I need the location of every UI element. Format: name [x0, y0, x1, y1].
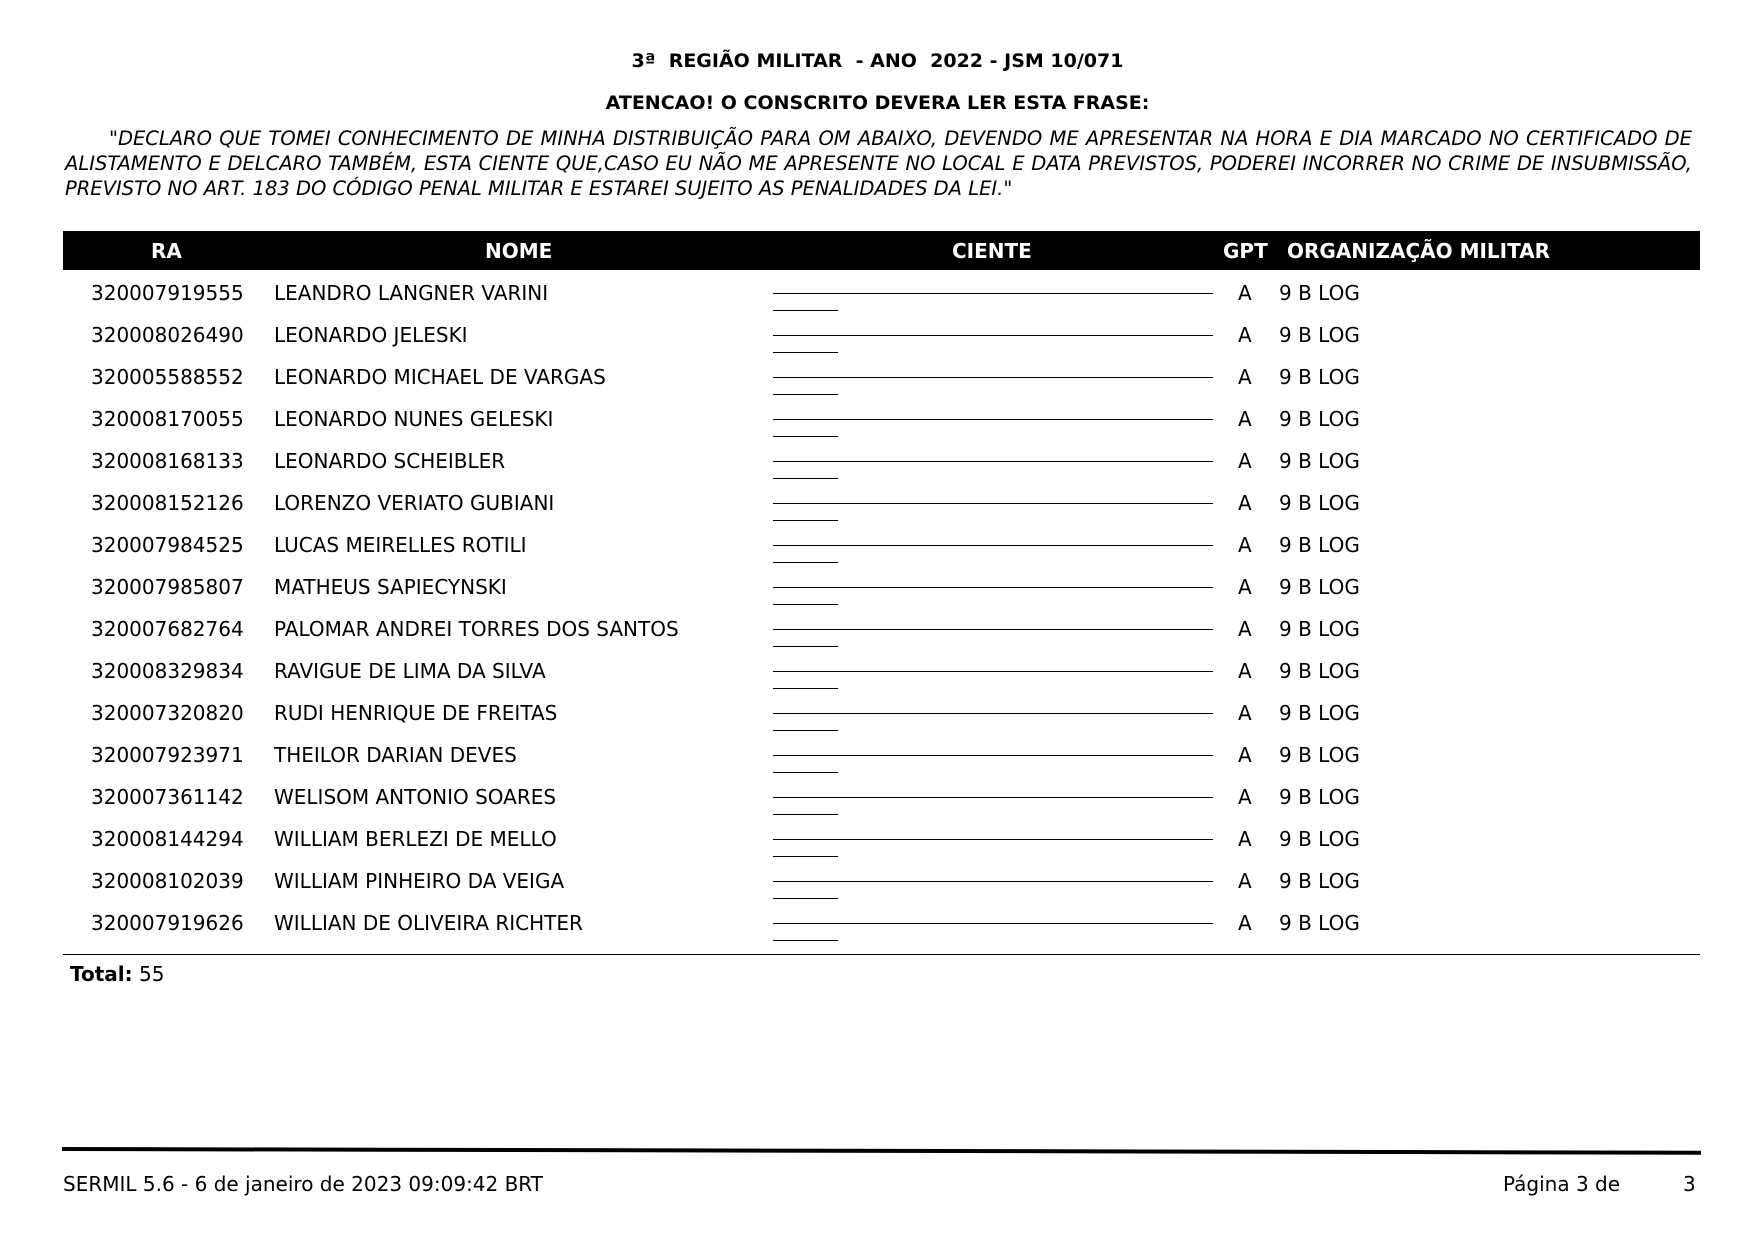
declaration-text: "DECLARO QUE TOMEI CONHECIMENTO DE MINHA DISTRIBUIÇÃO PARA OM ABAIXO, DEVENDO ME APRESENTAR NA HORA E DIA MARCADO NO CERTIFICADO DE ALISTAMENTO E DELCARO TAMBÉM, ESTA CIENTE QUE,CASO EU NÃO ME APRESENTE NO LOCAL E DATA PREVISTOS, PODEREI INCORRER NO CRIME DE INSUBMISSÃO, PREVISTO NO ART. 183 DO CÓDIGO PENAL MILITAR E ESTAREI SUJEITO AS PENALIDADES DA LEI." — [65, 127, 1692, 200]
total-divider — [63, 954, 1700, 955]
signature-line-continuation — [773, 562, 838, 563]
cell-gpt: A — [1238, 659, 1252, 683]
table-row — [63, 606, 1700, 648]
cell-ra: 320007361142 — [91, 785, 244, 809]
cell-nome: LORENZO VERIATO GUBIANI — [274, 491, 555, 515]
cell-gpt: A — [1238, 827, 1252, 851]
table-row — [63, 312, 1700, 354]
signature-line — [773, 461, 1213, 462]
page-total: 3 — [1683, 1172, 1696, 1196]
cell-organizacao-militar: 9 B LOG — [1279, 449, 1360, 473]
cell-organizacao-militar: 9 B LOG — [1279, 365, 1360, 389]
cell-organizacao-militar: 9 B LOG — [1279, 323, 1360, 347]
cell-ra: 320007320820 — [91, 701, 244, 725]
signature-line — [773, 881, 1213, 882]
cell-ra: 320008170055 — [91, 407, 244, 431]
column-header-organizacao-militar: ORGANIZAÇÃO MILITAR — [1287, 239, 1551, 263]
cell-organizacao-militar: 9 B LOG — [1279, 911, 1360, 935]
cell-ra: 320007923971 — [91, 743, 244, 767]
cell-nome: WILLIAM BERLEZI DE MELLO — [274, 827, 557, 851]
signature-line-continuation — [773, 478, 838, 479]
cell-ra: 320008329834 — [91, 659, 244, 683]
cell-gpt: A — [1238, 449, 1252, 473]
table-row — [63, 270, 1700, 312]
signature-line-continuation — [773, 940, 838, 941]
cell-gpt: A — [1238, 785, 1252, 809]
signature-line-continuation — [773, 688, 838, 689]
cell-ra: 320008102039 — [91, 869, 244, 893]
column-header-ciente: CIENTE — [952, 239, 1032, 263]
cell-gpt: A — [1238, 701, 1252, 725]
footer-pagination — [1503, 1172, 1696, 1196]
cell-organizacao-militar: 9 B LOG — [1279, 281, 1360, 305]
cell-gpt: A — [1238, 323, 1252, 347]
column-header-nome: NOME — [485, 239, 553, 263]
cell-organizacao-militar: 9 B LOG — [1279, 743, 1360, 767]
signature-line-continuation — [773, 352, 838, 353]
total-label: Total: — [70, 962, 133, 986]
conscript-table-body — [63, 270, 1700, 942]
signature-line-continuation — [773, 394, 838, 395]
cell-organizacao-militar: 9 B LOG — [1279, 407, 1360, 431]
cell-ra: 320007682764 — [91, 617, 244, 641]
signature-line-continuation — [773, 520, 838, 521]
table-row — [63, 858, 1700, 900]
total-value: 55 — [139, 962, 165, 986]
table-row — [63, 648, 1700, 690]
signature-line-continuation — [773, 772, 838, 773]
signature-line-continuation — [773, 814, 838, 815]
cell-nome: LEONARDO SCHEIBLER — [274, 449, 506, 473]
signature-line — [773, 545, 1213, 546]
cell-organizacao-militar: 9 B LOG — [1279, 659, 1360, 683]
column-header-ra: RA — [151, 239, 182, 263]
table-row — [63, 690, 1700, 732]
cell-organizacao-militar: 9 B LOG — [1279, 617, 1360, 641]
cell-ra: 320007985807 — [91, 575, 244, 599]
signature-line — [773, 755, 1213, 756]
table-row — [63, 564, 1700, 606]
signature-line-continuation — [773, 646, 838, 647]
signature-line-continuation — [773, 730, 838, 731]
column-header-gpt: GPT — [1223, 239, 1268, 263]
cell-ra: 320005588552 — [91, 365, 244, 389]
cell-nome: RUDI HENRIQUE DE FREITAS — [274, 701, 558, 725]
signature-line — [773, 671, 1213, 672]
cell-ra: 320008026490 — [91, 323, 244, 347]
cell-nome: THEILOR DARIAN DEVES — [274, 743, 517, 767]
signature-line — [773, 419, 1213, 420]
cell-gpt: A — [1238, 281, 1252, 305]
cell-organizacao-militar: 9 B LOG — [1279, 785, 1360, 809]
cell-organizacao-militar: 9 B LOG — [1279, 869, 1360, 893]
cell-nome: LEONARDO NUNES GELESKI — [274, 407, 554, 431]
cell-nome: LEANDRO LANGNER VARINI — [274, 281, 549, 305]
signature-line — [773, 713, 1213, 714]
table-row — [63, 774, 1700, 816]
table-row — [63, 816, 1700, 858]
signature-line — [773, 629, 1213, 630]
table-header — [63, 231, 1700, 270]
cell-organizacao-militar: 9 B LOG — [1279, 491, 1360, 515]
cell-nome: WILLIAM PINHEIRO DA VEIGA — [274, 869, 565, 893]
cell-gpt: A — [1238, 743, 1252, 767]
cell-gpt: A — [1238, 533, 1252, 557]
cell-organizacao-militar: 9 B LOG — [1279, 575, 1360, 599]
cell-gpt: A — [1238, 491, 1252, 515]
table-row — [63, 396, 1700, 438]
cell-gpt: A — [1238, 617, 1252, 641]
signature-line — [773, 503, 1213, 504]
cell-ra: 320007984525 — [91, 533, 244, 557]
cell-organizacao-militar: 9 B LOG — [1279, 701, 1360, 725]
signature-line-continuation — [773, 436, 838, 437]
cell-nome: PALOMAR ANDREI TORRES DOS SANTOS — [274, 617, 679, 641]
signature-line — [773, 377, 1213, 378]
footer-divider — [62, 1147, 1701, 1155]
table-row — [63, 354, 1700, 396]
cell-gpt: A — [1238, 365, 1252, 389]
cell-nome: MATHEUS SAPIECYNSKI — [274, 575, 507, 599]
report-title: 3ª REGIÃO MILITAR - ANO 2022 - JSM 10/071 — [631, 50, 1124, 72]
signature-line — [773, 587, 1213, 588]
cell-nome: LEONARDO MICHAEL DE VARGAS — [274, 365, 606, 389]
signature-line-continuation — [773, 604, 838, 605]
cell-ra: 320007919555 — [91, 281, 244, 305]
signature-line — [773, 335, 1213, 336]
signature-line — [773, 797, 1213, 798]
cell-ra: 320008168133 — [91, 449, 244, 473]
footer-system-info: SERMIL 5.6 - 6 de janeiro de 2023 09:09:42 BRT — [63, 1172, 543, 1196]
cell-ra: 320008152126 — [91, 491, 244, 515]
signature-line — [773, 923, 1213, 924]
table-row — [63, 522, 1700, 564]
cell-gpt: A — [1238, 575, 1252, 599]
cell-nome: WELISOM ANTONIO SOARES — [274, 785, 557, 809]
warning-heading: ATENCAO! O CONSCRITO DEVERA LER ESTA FRASE: — [605, 92, 1150, 114]
signature-line-continuation — [773, 310, 838, 311]
cell-gpt: A — [1238, 911, 1252, 935]
cell-nome: RAVIGUE DE LIMA DA SILVA — [274, 659, 546, 683]
cell-gpt: A — [1238, 407, 1252, 431]
signature-line — [773, 839, 1213, 840]
page-label: Página 3 de — [1503, 1172, 1621, 1196]
cell-nome: LEONARDO JELESKI — [274, 323, 468, 347]
signature-line-continuation — [773, 856, 838, 857]
total-line — [70, 962, 164, 986]
signature-line-continuation — [773, 898, 838, 899]
table-row — [63, 438, 1700, 480]
table-row — [63, 900, 1700, 942]
signature-line — [773, 293, 1213, 294]
cell-organizacao-militar: 9 B LOG — [1279, 827, 1360, 851]
cell-nome: WILLIAN DE OLIVEIRA RICHTER — [274, 911, 583, 935]
table-row — [63, 732, 1700, 774]
cell-organizacao-militar: 9 B LOG — [1279, 533, 1360, 557]
table-row — [63, 480, 1700, 522]
cell-nome: LUCAS MEIRELLES ROTILI — [274, 533, 527, 557]
cell-ra: 320008144294 — [91, 827, 244, 851]
cell-ra: 320007919626 — [91, 911, 244, 935]
cell-gpt: A — [1238, 869, 1252, 893]
